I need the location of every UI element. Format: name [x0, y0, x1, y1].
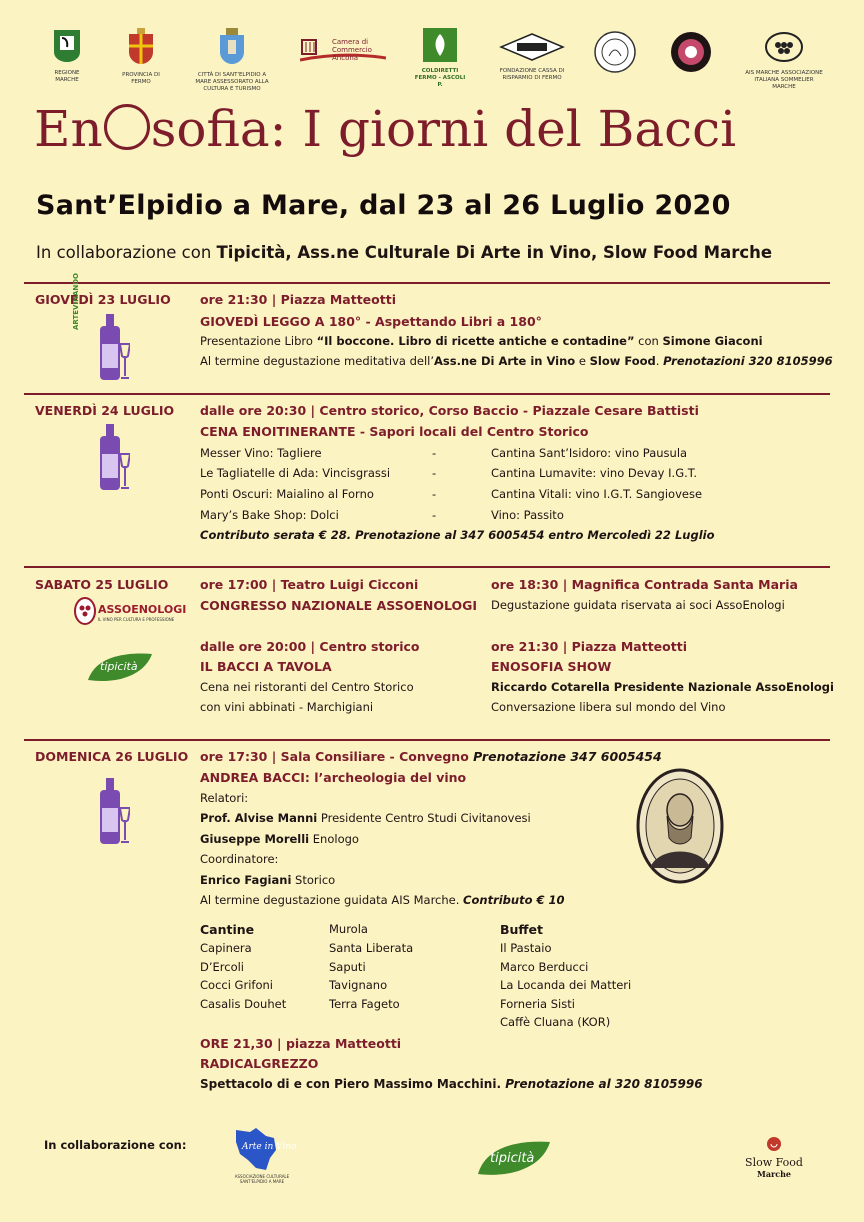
day-label-friday: VENERDÌ 24 LUGLIO [35, 403, 175, 418]
sun-event: ANDREA BACCI: l’archeologia del vino [200, 770, 467, 785]
santelpidio-crest-icon [217, 28, 247, 66]
cantine-item: Santa Liberata [329, 941, 414, 955]
sun-relatori-label: Relatori: [200, 791, 249, 805]
istituto-seal-icon [593, 30, 637, 74]
cantine-item: Capinera [200, 941, 252, 955]
divider [24, 739, 830, 741]
sat-d-line-2: Conversazione libera sul mondo del Vino [491, 700, 726, 714]
day-label-saturday: SABATO 25 LUGLIO [35, 577, 169, 592]
logo-citta-santelpidio: CITTÀ DI SANT'ELPIDIO A MARE ASSESSORATO ALLA CULTURA E TURISMO [190, 28, 274, 93]
title-part-2: sofia: I giorni del Bacci [150, 100, 737, 158]
bottle-label: ARTEVINANDO [72, 273, 80, 330]
fri-time: dalle ore 20:30 | Centro storico, Corso Baccio - Piazzale Cesare Battisti [200, 403, 699, 418]
association-seal-icon [669, 30, 713, 74]
cantine-item: Cocci Grifoni [200, 978, 273, 992]
footer-label: In collaborazione con: [44, 1138, 187, 1152]
andrea-bacci-portrait-icon [636, 768, 724, 884]
fri-row-dash: - [432, 508, 437, 522]
coldiretti-icon [423, 28, 457, 62]
sat-d-time: ore 21:30 | Piazza Matteotti [491, 639, 687, 654]
day-label-thursday: GIOVEDÌ 23 LUGLIO [35, 292, 171, 307]
buffet-item: Il Pastaio [500, 941, 552, 955]
subtitle: Sant’Elpidio a Mare, dal 23 al 26 Luglio 2020 [36, 190, 731, 221]
sat-c-time: dalle ore 20:00 | Centro storico [200, 639, 420, 654]
fri-row-dash: - [432, 487, 437, 501]
fri-row-right: Cantina Vitali: vino I.G.T. Sangiovese [491, 487, 703, 501]
snail-icon [765, 1136, 783, 1152]
artevinando-bottle-icon [90, 776, 130, 846]
cantine-item: D’Ercoli [200, 960, 245, 974]
sun-evening-line: Spettacolo di e con Piero Massimo Macchini. Prenotazione al 320 8105996 [200, 1077, 703, 1091]
sun-speaker-1: Prof. Alvise Manni Presidente Centro Studi Civitanovesi [200, 811, 531, 825]
cantine-item: Saputi [329, 960, 366, 974]
cantine-item: Terra Fageto [329, 997, 400, 1011]
logo-ais-marche: AIS MARCHE ASSOCIAZIONE ITALIANA SOMMELIER MARCHE [744, 30, 824, 91]
sat-d-line-1: Riccardo Cotarella Presidente Nazionale AssoEnologi [491, 680, 834, 694]
logo-istituto-marchigiano [592, 30, 638, 77]
cantine-item: Murola [329, 922, 368, 936]
fri-row-left: Mary’s Bake Shop: Dolci [200, 508, 339, 522]
logo-tipicita-footer: tipicità [476, 1138, 552, 1178]
assoenologi-grape-icon [74, 597, 96, 625]
cantine-item: Casalis Douhet [200, 997, 287, 1011]
sun-evening-event: RADICALGREZZO [200, 1056, 319, 1071]
logo-slow-food: Slow Food Marche [736, 1136, 812, 1182]
sat-c-event: IL BACCI A TAVOLA [200, 659, 332, 674]
divider [24, 393, 830, 395]
logo-arte-in-vino: Arte in Vino ASSOCIAZIONE CULTURALE SANT'ELPIDIO A MARE [222, 1126, 302, 1186]
buffet-title: Buffet [500, 922, 544, 937]
fri-row-right: Cantina Lumavite: vino Devay I.G.T. [491, 466, 698, 480]
sat-a-time: ore 17:00 | Teatro Luigi Cicconi [200, 577, 419, 592]
sat-c-line-2: con vini abbinati - Marchigiani [200, 700, 374, 714]
sat-b-text: Degustazione guidata riservata ai soci AssoEnologi [491, 598, 785, 612]
logo-fondazione-carifermo: FONDAZIONE CASSA DI RISPARMIO DI FERMO [494, 32, 570, 82]
fri-row-dash: - [432, 446, 437, 460]
sun-ais-line: Al termine degustazione guidata AIS Marche. Contributo € 10 [200, 893, 565, 907]
cantine-title: Cantine [200, 922, 255, 937]
sun-coordinator: Enrico Fagiani Storico [200, 873, 336, 887]
sat-a-event: CONGRESSO NAZIONALE ASSOENOLOGI [200, 598, 478, 613]
fri-row-left: Le Tagliatelle di Ada: Vincisgrassi [200, 466, 391, 480]
buffet-item: Marco Berducci [500, 960, 589, 974]
artevinando-bottle-icon [90, 312, 130, 382]
cantine-item: Tavignano [329, 978, 388, 992]
fri-contribution: Contributo serata € 28. Prenotazione al 347 6005454 entro Mercoledì 22 Luglio [200, 528, 715, 542]
logo-associazione-round [668, 30, 714, 77]
logo-regione-marche: REGIONE MARCHE [44, 28, 90, 84]
thu-line-1: Presentazione Libro “Il boccone. Libro di ricette antiche e contadine” con Simone Giaconi [200, 334, 763, 348]
fri-row-right: Vino: Passito [491, 508, 564, 522]
buffet-item: La Locanda dei Matteri [500, 978, 632, 992]
sat-c-line-1: Cena nei ristoranti del Centro Storico [200, 680, 414, 694]
logo-coldiretti: COLDIRETTI FERMO - ASCOLI P. [414, 28, 466, 89]
sun-speaker-2: Giuseppe Morelli Enologo [200, 832, 359, 846]
thu-line-2: Al termine degustazione meditativa dell’Ass.ne Di Arte in Vino e Slow Food. Prenotazioni 320 8105996 [200, 354, 833, 368]
sun-coordinator-label: Coordinatore: [200, 852, 279, 866]
logo-tipicita-sat: tipicità [86, 650, 154, 684]
collaboration-line: In collaborazione con Tipicità, Ass.ne Culturale Di Arte in Vino, Slow Food Marche [36, 243, 773, 262]
fri-event: CENA ENOITINERANTE - Sapori locali del Centro Storico [200, 424, 589, 439]
regione-marche-emblem-icon [52, 28, 82, 64]
title-ring-icon [104, 104, 150, 150]
title-part-1: En [34, 100, 103, 158]
thu-event: GIOVEDÌ LEGGO A 180° - Aspettando Libri a 180° [200, 314, 542, 329]
sat-d-event: ENOSOFIA SHOW [491, 659, 612, 674]
carifermo-emblem-icon [499, 32, 565, 62]
sat-b-time: ore 18:30 | Magnifica Contrada Santa Maria [491, 577, 798, 592]
thu-time: ore 21:30 | Piazza Matteotti [200, 292, 396, 307]
main-title [34, 100, 834, 158]
fri-row-left: Ponti Oscuri: Maialino al Forno [200, 487, 374, 501]
buffet-item: Caffè Cluana (KOR) [500, 1015, 611, 1029]
logo-provincia-fermo: PROVINCIA DI FERMO [114, 28, 168, 86]
fri-row-dash: - [432, 466, 437, 480]
artevinando-bottle-icon [90, 422, 130, 492]
ais-grapes-icon [764, 30, 804, 64]
logo-assoenologi: ASSOENOLOGI IL VINO PER CULTURA E PROFESSIONE [74, 597, 174, 627]
fri-row-left: Messer Vino: Tagliere [200, 446, 322, 460]
sun-evening-time: ORE 21,30 | piazza Matteotti [200, 1036, 402, 1051]
divider [24, 282, 830, 284]
divider [24, 566, 830, 568]
sun-time: ore 17:30 | Sala Consiliare - Convegno Prenotazione 347 6005454 [200, 749, 662, 764]
day-label-sunday: DOMENICA 26 LUGLIO [35, 749, 189, 764]
buffet-item: Forneria Sisti [500, 997, 575, 1011]
logo-camera-commercio: Camera di Commercio Ancona [300, 38, 388, 69]
provincia-fermo-crest-icon [127, 28, 155, 66]
fri-row-right: Cantina Sant’Isidoro: vino Pausula [491, 446, 688, 460]
